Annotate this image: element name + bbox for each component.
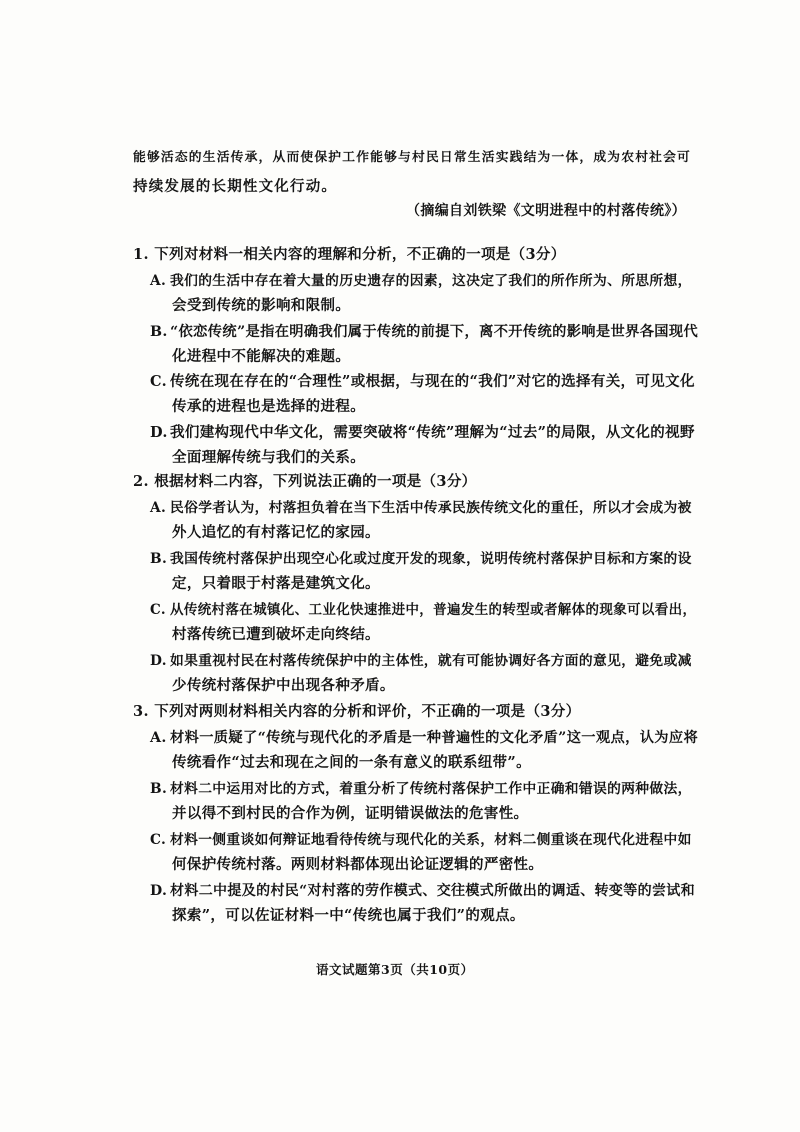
question-number: 2. — [133, 473, 149, 490]
option-letter: A. — [150, 500, 167, 516]
question-3-option-a-cont: 传统看作“过去和现在之间的一条有意义的联系纽带”。 — [172, 754, 531, 771]
passage-tail-line-2: 持续发展的长期性文化行动。 — [133, 179, 338, 195]
question-2-option-d-cont: 少传统村落保护中出现各种矛盾。 — [172, 677, 395, 694]
question-3-option-c — [150, 830, 692, 850]
option-text: 我国传统村落保护出现空心化或过度开发的现象，说明传统村落保护目标和方案的设 — [170, 551, 692, 567]
question-1-stem — [133, 245, 566, 265]
question-2-option-d — [150, 651, 692, 671]
option-letter: D. — [150, 883, 168, 899]
question-3-option-c-cont: 何保护传统村落。两则材料都体现出论证逻辑的严密性。 — [172, 856, 544, 873]
option-text: 材料二中提及的村民“对村落的劳作模式、交往模式所做出的调适、转变等的尝试和 — [170, 883, 696, 899]
question-3-option-d — [150, 881, 695, 901]
question-stem-text: 根据材料二内容，下列说法正确的一项是（3分） — [154, 473, 477, 490]
option-text: 我们的生活中存在着大量的历史遗存的因素，这决定了我们的所作所为、所思所想， — [170, 273, 692, 289]
option-text: 材料一侧重谈如何辩证地看待传统与现代化的关系，材料二侧重谈在现代化进程中如 — [170, 832, 692, 848]
question-stem-text: 下列对两则材料相关内容的分析和评价，不正确的一项是（3分） — [154, 703, 581, 720]
option-letter: A. — [150, 273, 167, 289]
question-2-stem — [133, 472, 477, 492]
question-2-option-b-cont: 定，只着眼于村落是建筑文化。 — [172, 575, 380, 592]
option-text: 材料二中运用对比的方式，着重分析了传统村落保护工作中正确和错误的两种做法， — [170, 781, 692, 797]
option-letter: D. — [150, 424, 168, 441]
option-letter: B. — [150, 324, 168, 340]
passage-tail-line-1: 能够活态的生活传承，从而使保护工作能够与村民日常生活实践结为一体，成为农村社会可 — [133, 150, 691, 165]
question-1-option-a — [150, 271, 692, 291]
option-text: 传统在现在存在的“合理性”或根据，与现在的“我们”对它的选择有关，可见文化 — [170, 373, 695, 390]
option-text: 如果重视村民在村落传统保护中的主体性，就有可能协调好各方面的意见，避免或减 — [170, 653, 692, 669]
option-text: 从传统村落在城镇化、工业化快速推进中，普遍发生的转型或者解体的现象可以看出， — [170, 602, 697, 618]
question-3-option-b-cont: 并以得不到村民的合作为例，证明错误做法的危害性。 — [172, 805, 529, 822]
question-3-stem — [133, 702, 581, 722]
option-text: 材料一质疑了“传统与现代化的矛盾是一种普遍性的文化矛盾”这一观点，认为应将 — [170, 730, 699, 746]
question-2-option-c — [150, 600, 696, 620]
question-1-option-a-cont: 会受到传统的影响和限制。 — [172, 297, 351, 314]
option-letter: C. — [150, 832, 167, 848]
question-number: 1. — [133, 246, 149, 263]
page-footer: 语文试题第3页（共10页） — [316, 962, 474, 977]
question-2-option-b — [150, 549, 692, 569]
question-2-option-a — [150, 498, 692, 518]
option-text: 我们建构现代中华文化，需要突破将“传统”理解为“过去”的局限，从文化的视野 — [170, 424, 695, 441]
question-3-option-d-cont: 探索”，可以佐证材料一中“传统也属于我们”的观点。 — [172, 907, 525, 924]
question-1-option-d — [150, 423, 695, 443]
option-letter: C. — [150, 602, 166, 618]
question-1-option-b-cont: 化进程中不能解决的难题。 — [172, 348, 351, 365]
question-stem-text: 下列对材料一相关内容的理解和分析，不正确的一项是（3分） — [154, 246, 566, 263]
option-letter: C. — [150, 373, 168, 390]
passage-source: （摘编自刘铁梁《文明进程中的村落传统》） — [406, 203, 686, 219]
question-2-option-c-cont: 村落传统已遭到破坏走向终结。 — [172, 626, 380, 643]
option-letter: A. — [150, 730, 167, 746]
question-number: 3. — [133, 703, 149, 720]
question-2-option-a-cont: 外人追忆的有村落记忆的家园。 — [172, 524, 380, 541]
option-text: “依恋传统”是指在明确我们属于传统的前提下，离不开传统的影响是世界各国现代 — [170, 324, 699, 340]
option-letter: B. — [150, 551, 168, 567]
question-1-option-c-cont: 传承的进程也是选择的进程。 — [172, 398, 366, 415]
option-text: 民俗学者认为，村落担负着在当下生活中传承民族传统文化的重任，所以才会成为被 — [170, 500, 692, 516]
question-3-option-a — [150, 728, 698, 748]
question-3-option-b — [150, 779, 692, 799]
option-letter: B. — [150, 781, 168, 797]
question-1-option-b — [150, 322, 698, 342]
question-1-option-d-cont: 全面理解传统与我们的关系。 — [172, 449, 366, 466]
option-letter: D. — [150, 653, 167, 669]
question-1-option-c — [150, 372, 695, 392]
